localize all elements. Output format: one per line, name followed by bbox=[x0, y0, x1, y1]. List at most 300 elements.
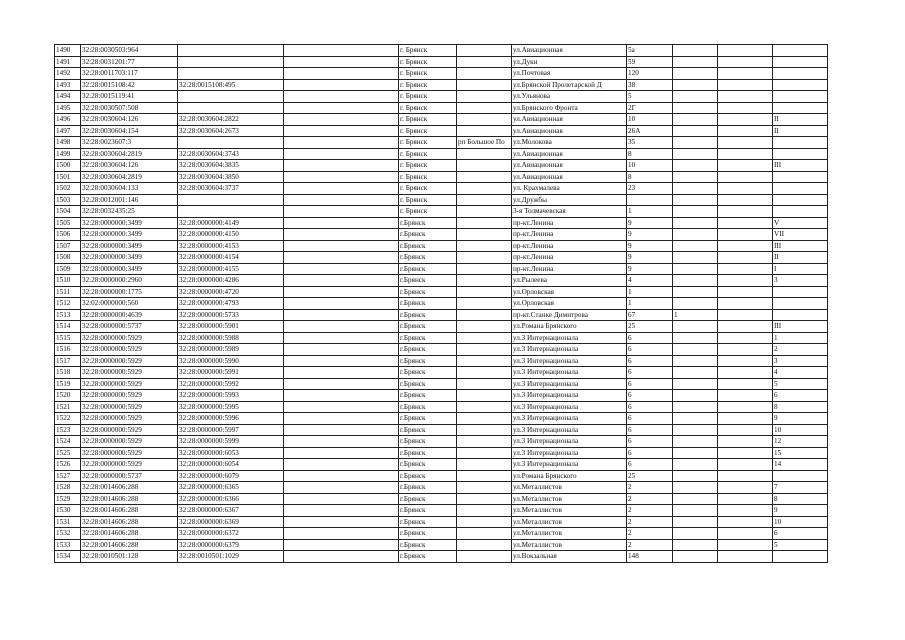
settlement-cell bbox=[457, 171, 512, 183]
extra-cell bbox=[718, 401, 773, 413]
city-cell: г.Брянск bbox=[399, 459, 457, 471]
city-cell: г.Брянск bbox=[399, 321, 457, 333]
row-number-cell: 1518 bbox=[55, 367, 81, 379]
cadastral-number-2-cell: 32:28:0000000:5991 bbox=[178, 367, 284, 379]
house-cell: 6 bbox=[627, 344, 673, 356]
table-row bbox=[55, 206, 828, 218]
cadastral-number-cell: 32:28:0000000:5929 bbox=[81, 424, 178, 436]
house-cell: 10 bbox=[627, 114, 673, 126]
table-row bbox=[55, 229, 828, 241]
settlement-cell bbox=[457, 528, 512, 540]
table-row bbox=[55, 459, 828, 471]
table-row bbox=[55, 539, 828, 551]
premises-cell: I bbox=[773, 263, 828, 275]
settlement-cell bbox=[457, 194, 512, 206]
cadastral-number-2-cell: 32:28:0000000:4149 bbox=[178, 217, 284, 229]
house-cell: 6 bbox=[627, 447, 673, 459]
premises-cell bbox=[773, 148, 828, 160]
extra-cell bbox=[718, 194, 773, 206]
cadastral-number-2-cell: 32:28:0000000:4286 bbox=[178, 275, 284, 287]
building-cell bbox=[673, 286, 718, 298]
cadastral-number-cell: 32:28:0000000:5929 bbox=[81, 390, 178, 402]
city-cell: г.Брянск bbox=[399, 528, 457, 540]
premises-cell: III bbox=[773, 160, 828, 172]
settlement-cell bbox=[457, 286, 512, 298]
row-number-cell: 1504 bbox=[55, 206, 81, 218]
cadastral-number-cell: 32:28:0000000:3499 bbox=[81, 252, 178, 264]
premises-cell bbox=[773, 56, 828, 68]
table-row bbox=[55, 171, 828, 183]
building-cell bbox=[673, 217, 718, 229]
row-number-cell: 1533 bbox=[55, 539, 81, 551]
row-number-cell: 1494 bbox=[55, 91, 81, 103]
cadastral-number-cell: 32:28:0032435:25 bbox=[81, 206, 178, 218]
extra-cell bbox=[718, 79, 773, 91]
table-row bbox=[55, 344, 828, 356]
row-number-cell: 1515 bbox=[55, 332, 81, 344]
cadastral-number-cell: 32:28:0000000:1775 bbox=[81, 286, 178, 298]
house-cell: 6 bbox=[627, 390, 673, 402]
cadastral-number-cell: 32:28:0000000:3499 bbox=[81, 263, 178, 275]
empty-cell bbox=[284, 470, 399, 482]
table-row bbox=[55, 493, 828, 505]
table-row bbox=[55, 332, 828, 344]
extra-cell bbox=[718, 516, 773, 528]
house-cell: 148 bbox=[627, 551, 673, 563]
cadastral-number-cell: 32:28:0000000:5737 bbox=[81, 321, 178, 333]
cadastral-number-2-cell: 32:28:0000000:5733 bbox=[178, 309, 284, 321]
cadastral-number-cell: 32:28:0000000:5929 bbox=[81, 355, 178, 367]
cadastral-number-cell: 32:28:0014606:288 bbox=[81, 493, 178, 505]
street-cell: ул.Рылеева bbox=[512, 275, 627, 287]
building-cell bbox=[673, 240, 718, 252]
extra-cell bbox=[718, 298, 773, 310]
house-cell: 9 bbox=[627, 252, 673, 264]
empty-cell bbox=[284, 378, 399, 390]
empty-cell bbox=[284, 206, 399, 218]
street-cell: ул.Авиационная bbox=[512, 160, 627, 172]
house-cell: 6 bbox=[627, 459, 673, 471]
city-cell: г.Брянск bbox=[399, 309, 457, 321]
empty-cell bbox=[284, 459, 399, 471]
house-cell: 2 bbox=[627, 505, 673, 517]
settlement-cell bbox=[457, 206, 512, 218]
empty-cell bbox=[284, 401, 399, 413]
city-cell: г.Брянск bbox=[399, 516, 457, 528]
premises-cell: 10 bbox=[773, 516, 828, 528]
row-number-cell: 1514 bbox=[55, 321, 81, 333]
cadastral-number-cell: 32:28:0011703:117 bbox=[81, 68, 178, 80]
city-cell: г. Брянск bbox=[399, 102, 457, 114]
row-number-cell: 1499 bbox=[55, 148, 81, 160]
cadastral-number-cell: 32:28:0030604:2819 bbox=[81, 171, 178, 183]
table-row bbox=[55, 378, 828, 390]
extra-cell bbox=[718, 378, 773, 390]
street-cell: ул.3 Интернационала bbox=[512, 447, 627, 459]
empty-cell bbox=[284, 551, 399, 563]
empty-cell bbox=[284, 505, 399, 517]
premises-cell: VII bbox=[773, 229, 828, 241]
house-cell: 5 bbox=[627, 91, 673, 103]
table-row bbox=[55, 194, 828, 206]
house-cell: 2 bbox=[627, 493, 673, 505]
cadastral-number-cell: 32:28:0030604:133 bbox=[81, 183, 178, 195]
street-cell: ул.Металлистов bbox=[512, 482, 627, 494]
street-cell: ул.Брянской Пролетарской Д bbox=[512, 79, 627, 91]
house-cell: 8 bbox=[627, 171, 673, 183]
row-number-cell: 1527 bbox=[55, 470, 81, 482]
table-row bbox=[55, 68, 828, 80]
settlement-cell bbox=[457, 367, 512, 379]
extra-cell bbox=[718, 505, 773, 517]
settlement-cell bbox=[457, 148, 512, 160]
house-cell: 6 bbox=[627, 401, 673, 413]
city-cell: г.Брянск bbox=[399, 539, 457, 551]
row-number-cell: 1534 bbox=[55, 551, 81, 563]
settlement-cell bbox=[457, 263, 512, 275]
city-cell: г. Брянск bbox=[399, 91, 457, 103]
building-cell bbox=[673, 114, 718, 126]
cadastral-number-2-cell: 32:28:0000000:5996 bbox=[178, 413, 284, 425]
cadastral-number-2-cell: 32:28:0000000:5993 bbox=[178, 390, 284, 402]
settlement-cell bbox=[457, 470, 512, 482]
empty-cell bbox=[284, 114, 399, 126]
row-number-cell: 1508 bbox=[55, 252, 81, 264]
premises-cell: 4 bbox=[773, 367, 828, 379]
cadastral-number-cell: 32:28:0000000:5737 bbox=[81, 470, 178, 482]
city-cell: г. Брянск bbox=[399, 160, 457, 172]
premises-cell: 9 bbox=[773, 413, 828, 425]
street-cell: ул.Орловская bbox=[512, 298, 627, 310]
row-number-cell: 1495 bbox=[55, 102, 81, 114]
city-cell: г.Брянск bbox=[399, 551, 457, 563]
house-cell: 1 bbox=[627, 298, 673, 310]
house-cell: 6 bbox=[627, 424, 673, 436]
table-row bbox=[55, 470, 828, 482]
city-cell: г. Брянск bbox=[399, 171, 457, 183]
building-cell bbox=[673, 321, 718, 333]
city-cell: г.Брянск bbox=[399, 401, 457, 413]
table-row bbox=[55, 102, 828, 114]
house-cell bbox=[627, 194, 673, 206]
row-number-cell: 1529 bbox=[55, 493, 81, 505]
empty-cell bbox=[284, 183, 399, 195]
street-cell: ул.3 Интернационала bbox=[512, 332, 627, 344]
settlement-cell bbox=[457, 79, 512, 91]
city-cell: г. Брянск bbox=[399, 79, 457, 91]
settlement-cell bbox=[457, 332, 512, 344]
extra-cell bbox=[718, 321, 773, 333]
building-cell bbox=[673, 390, 718, 402]
table-row bbox=[55, 217, 828, 229]
premises-cell: 7 bbox=[773, 482, 828, 494]
cadastral-number-cell: 32:28:0014606:288 bbox=[81, 516, 178, 528]
city-cell: г.Брянск bbox=[399, 240, 457, 252]
building-cell bbox=[673, 447, 718, 459]
premises-cell: 3 bbox=[773, 355, 828, 367]
street-cell: ул.Авиационная bbox=[512, 45, 627, 57]
settlement-cell bbox=[457, 344, 512, 356]
settlement-cell bbox=[457, 114, 512, 126]
cadastral-number-cell: 32:28:0030503:964 bbox=[81, 45, 178, 57]
street-cell: ул.3 Интернационала bbox=[512, 355, 627, 367]
building-cell bbox=[673, 275, 718, 287]
extra-cell bbox=[718, 493, 773, 505]
cadastral-number-cell: 32:28:0000000:5929 bbox=[81, 332, 178, 344]
row-number-cell: 1517 bbox=[55, 355, 81, 367]
empty-cell bbox=[284, 344, 399, 356]
cadastral-number-2-cell: 32:28:0000000:5997 bbox=[178, 424, 284, 436]
cadastral-number-2-cell: 32:28:0000000:5990 bbox=[178, 355, 284, 367]
street-cell: ул.Брянского Фронта bbox=[512, 102, 627, 114]
empty-cell bbox=[284, 56, 399, 68]
row-number-cell: 1516 bbox=[55, 344, 81, 356]
city-cell: г. Брянск bbox=[399, 148, 457, 160]
house-cell: 6 bbox=[627, 355, 673, 367]
house-cell: 2 bbox=[627, 516, 673, 528]
house-cell: 4 bbox=[627, 275, 673, 287]
table-row bbox=[55, 148, 828, 160]
street-cell: ул.3 Интернационала bbox=[512, 378, 627, 390]
settlement-cell bbox=[457, 68, 512, 80]
cadastral-number-2-cell: 32:28:0000000:6372 bbox=[178, 528, 284, 540]
street-cell: ул.Авиационная bbox=[512, 171, 627, 183]
cadastral-number-cell: 32:28:0014606:288 bbox=[81, 539, 178, 551]
cadastral-number-2-cell: 32:28:0000000:6369 bbox=[178, 516, 284, 528]
row-number-cell: 1519 bbox=[55, 378, 81, 390]
premises-cell bbox=[773, 286, 828, 298]
table-row bbox=[55, 125, 828, 137]
cadastral-number-2-cell: 32:28:0000000:5992 bbox=[178, 378, 284, 390]
street-cell: пр-кт.Ленина bbox=[512, 240, 627, 252]
street-cell: ул.Металлистов bbox=[512, 528, 627, 540]
building-cell bbox=[673, 137, 718, 149]
table-row bbox=[55, 424, 828, 436]
row-number-cell: 1500 bbox=[55, 160, 81, 172]
house-cell: 2Г bbox=[627, 102, 673, 114]
empty-cell bbox=[284, 298, 399, 310]
row-number-cell: 1509 bbox=[55, 263, 81, 275]
row-number-cell: 1492 bbox=[55, 68, 81, 80]
house-cell: 9 bbox=[627, 229, 673, 241]
cadastral-number-2-cell bbox=[178, 91, 284, 103]
cadastral-number-2-cell: 32:28:0000000:6379 bbox=[178, 539, 284, 551]
settlement-cell bbox=[457, 447, 512, 459]
cadastral-number-2-cell: 32:28:0000000:6079 bbox=[178, 470, 284, 482]
city-cell: г.Брянск bbox=[399, 447, 457, 459]
city-cell: г. Брянск bbox=[399, 194, 457, 206]
row-number-cell: 1498 bbox=[55, 137, 81, 149]
empty-cell bbox=[284, 217, 399, 229]
empty-cell bbox=[284, 413, 399, 425]
city-cell: г.Брянск bbox=[399, 355, 457, 367]
row-number-cell: 1526 bbox=[55, 459, 81, 471]
extra-cell bbox=[718, 206, 773, 218]
cadastral-number-2-cell bbox=[178, 137, 284, 149]
premises-cell: 2 bbox=[773, 344, 828, 356]
extra-cell bbox=[718, 56, 773, 68]
row-number-cell: 1521 bbox=[55, 401, 81, 413]
premises-cell: 14 bbox=[773, 459, 828, 471]
cadastral-number-2-cell bbox=[178, 206, 284, 218]
house-cell: 10 bbox=[627, 160, 673, 172]
settlement-cell bbox=[457, 240, 512, 252]
building-cell bbox=[673, 45, 718, 57]
table-row bbox=[55, 45, 828, 57]
extra-cell bbox=[718, 447, 773, 459]
empty-cell bbox=[284, 539, 399, 551]
city-cell: г.Брянск bbox=[399, 493, 457, 505]
settlement-cell bbox=[457, 390, 512, 402]
empty-cell bbox=[284, 171, 399, 183]
house-cell: 2 bbox=[627, 482, 673, 494]
street-cell: ул.Почтовая bbox=[512, 68, 627, 80]
extra-cell bbox=[718, 229, 773, 241]
premises-cell: III bbox=[773, 321, 828, 333]
table-row bbox=[55, 91, 828, 103]
table-row bbox=[55, 275, 828, 287]
premises-cell bbox=[773, 206, 828, 218]
settlement-cell bbox=[457, 183, 512, 195]
house-cell: 59 bbox=[627, 56, 673, 68]
city-cell: г. Брянск bbox=[399, 45, 457, 57]
premises-cell: II bbox=[773, 125, 828, 137]
building-cell bbox=[673, 551, 718, 563]
empty-cell bbox=[284, 516, 399, 528]
building-cell bbox=[673, 194, 718, 206]
cadastral-number-2-cell: 32:28:0030604:2673 bbox=[178, 125, 284, 137]
row-number-cell: 1490 bbox=[55, 45, 81, 57]
street-cell: ул.3 Интернационала bbox=[512, 344, 627, 356]
empty-cell bbox=[284, 528, 399, 540]
house-cell: 6 bbox=[627, 332, 673, 344]
building-cell bbox=[673, 125, 718, 137]
empty-cell bbox=[284, 240, 399, 252]
table-row bbox=[55, 114, 828, 126]
settlement-cell bbox=[457, 482, 512, 494]
extra-cell bbox=[718, 539, 773, 551]
table-row bbox=[55, 390, 828, 402]
street-cell: ул.Дуки bbox=[512, 56, 627, 68]
cadastral-number-cell: 32:02:0000000:560 bbox=[81, 298, 178, 310]
extra-cell bbox=[718, 344, 773, 356]
table-row bbox=[55, 367, 828, 379]
city-cell: г. Брянск bbox=[399, 206, 457, 218]
street-cell: пр-кт.Ленина bbox=[512, 252, 627, 264]
city-cell: г.Брянск bbox=[399, 482, 457, 494]
empty-cell bbox=[284, 424, 399, 436]
table-row bbox=[55, 482, 828, 494]
extra-cell bbox=[718, 263, 773, 275]
empty-cell bbox=[284, 390, 399, 402]
house-cell: 2 bbox=[627, 539, 673, 551]
house-cell: 26А bbox=[627, 125, 673, 137]
building-cell bbox=[673, 206, 718, 218]
settlement-cell bbox=[457, 413, 512, 425]
empty-cell bbox=[284, 493, 399, 505]
cadastral-number-2-cell: 32:28:0000000:6367 bbox=[178, 505, 284, 517]
table-row bbox=[55, 321, 828, 333]
building-cell bbox=[673, 160, 718, 172]
premises-cell: 5 bbox=[773, 378, 828, 390]
premises-cell: 15 bbox=[773, 447, 828, 459]
cadastral-number-2-cell: 32:28:0030604:3850 bbox=[178, 171, 284, 183]
premises-cell bbox=[773, 68, 828, 80]
settlement-cell bbox=[457, 539, 512, 551]
settlement-cell: рп Большое По bbox=[457, 137, 512, 149]
house-cell: 6 bbox=[627, 367, 673, 379]
city-cell: г. Брянск bbox=[399, 125, 457, 137]
premises-cell: 6 bbox=[773, 528, 828, 540]
house-cell: 6 bbox=[627, 378, 673, 390]
extra-cell bbox=[718, 252, 773, 264]
house-cell: 38 bbox=[627, 79, 673, 91]
cadastral-number-cell: 32:28:0000000:5929 bbox=[81, 459, 178, 471]
premises-cell bbox=[773, 137, 828, 149]
premises-cell: III bbox=[773, 240, 828, 252]
premises-cell bbox=[773, 102, 828, 114]
building-cell bbox=[673, 183, 718, 195]
extra-cell bbox=[718, 91, 773, 103]
building-cell bbox=[673, 171, 718, 183]
building-cell bbox=[673, 516, 718, 528]
settlement-cell bbox=[457, 321, 512, 333]
street-cell: ул.3 Интернационала bbox=[512, 390, 627, 402]
settlement-cell bbox=[457, 298, 512, 310]
street-cell: ул.3 Интернационала bbox=[512, 436, 627, 448]
row-number-cell: 1524 bbox=[55, 436, 81, 448]
cadastral-number-cell: 32:28:0031201:77 bbox=[81, 56, 178, 68]
house-cell: 9 bbox=[627, 263, 673, 275]
premises-cell: 6 bbox=[773, 390, 828, 402]
table-body bbox=[55, 45, 828, 563]
building-cell bbox=[673, 68, 718, 80]
street-cell: ул.Романа Брянского bbox=[512, 321, 627, 333]
settlement-cell bbox=[457, 378, 512, 390]
cadastral-number-cell: 32:28:0015108:42 bbox=[81, 79, 178, 91]
table-row bbox=[55, 436, 828, 448]
cadastral-number-cell: 32:28:0015119:41 bbox=[81, 91, 178, 103]
cadastral-number-2-cell bbox=[178, 56, 284, 68]
row-number-cell: 1523 bbox=[55, 424, 81, 436]
row-number-cell: 1532 bbox=[55, 528, 81, 540]
cadastral-number-cell: 32:28:0014606:288 bbox=[81, 528, 178, 540]
cadastral-number-cell: 32:28:0000000:3499 bbox=[81, 240, 178, 252]
cadastral-number-2-cell: 32:28:0000000:4793 bbox=[178, 298, 284, 310]
table-row bbox=[55, 309, 828, 321]
table-row bbox=[55, 401, 828, 413]
premises-cell: 9 bbox=[773, 505, 828, 517]
building-cell bbox=[673, 401, 718, 413]
cadastral-number-2-cell: 32:28:0030604:2822 bbox=[178, 114, 284, 126]
house-cell: 25 bbox=[627, 321, 673, 333]
empty-cell bbox=[284, 309, 399, 321]
cadastral-number-2-cell: 32:28:0000000:5995 bbox=[178, 401, 284, 413]
cadastral-number-2-cell: 32:28:0000000:4150 bbox=[178, 229, 284, 241]
table-row bbox=[55, 79, 828, 91]
settlement-cell bbox=[457, 493, 512, 505]
street-cell: пр-кт.Ленина bbox=[512, 217, 627, 229]
cadastral-number-2-cell: 32:28:0000000:6365 bbox=[178, 482, 284, 494]
empty-cell bbox=[284, 286, 399, 298]
cadastral-number-cell: 32:28:0014606:288 bbox=[81, 482, 178, 494]
premises-cell bbox=[773, 470, 828, 482]
extra-cell bbox=[718, 390, 773, 402]
city-cell: г.Брянск bbox=[399, 263, 457, 275]
cadastral-number-cell: 32:28:0000000:5929 bbox=[81, 367, 178, 379]
premises-cell bbox=[773, 45, 828, 57]
empty-cell bbox=[284, 148, 399, 160]
